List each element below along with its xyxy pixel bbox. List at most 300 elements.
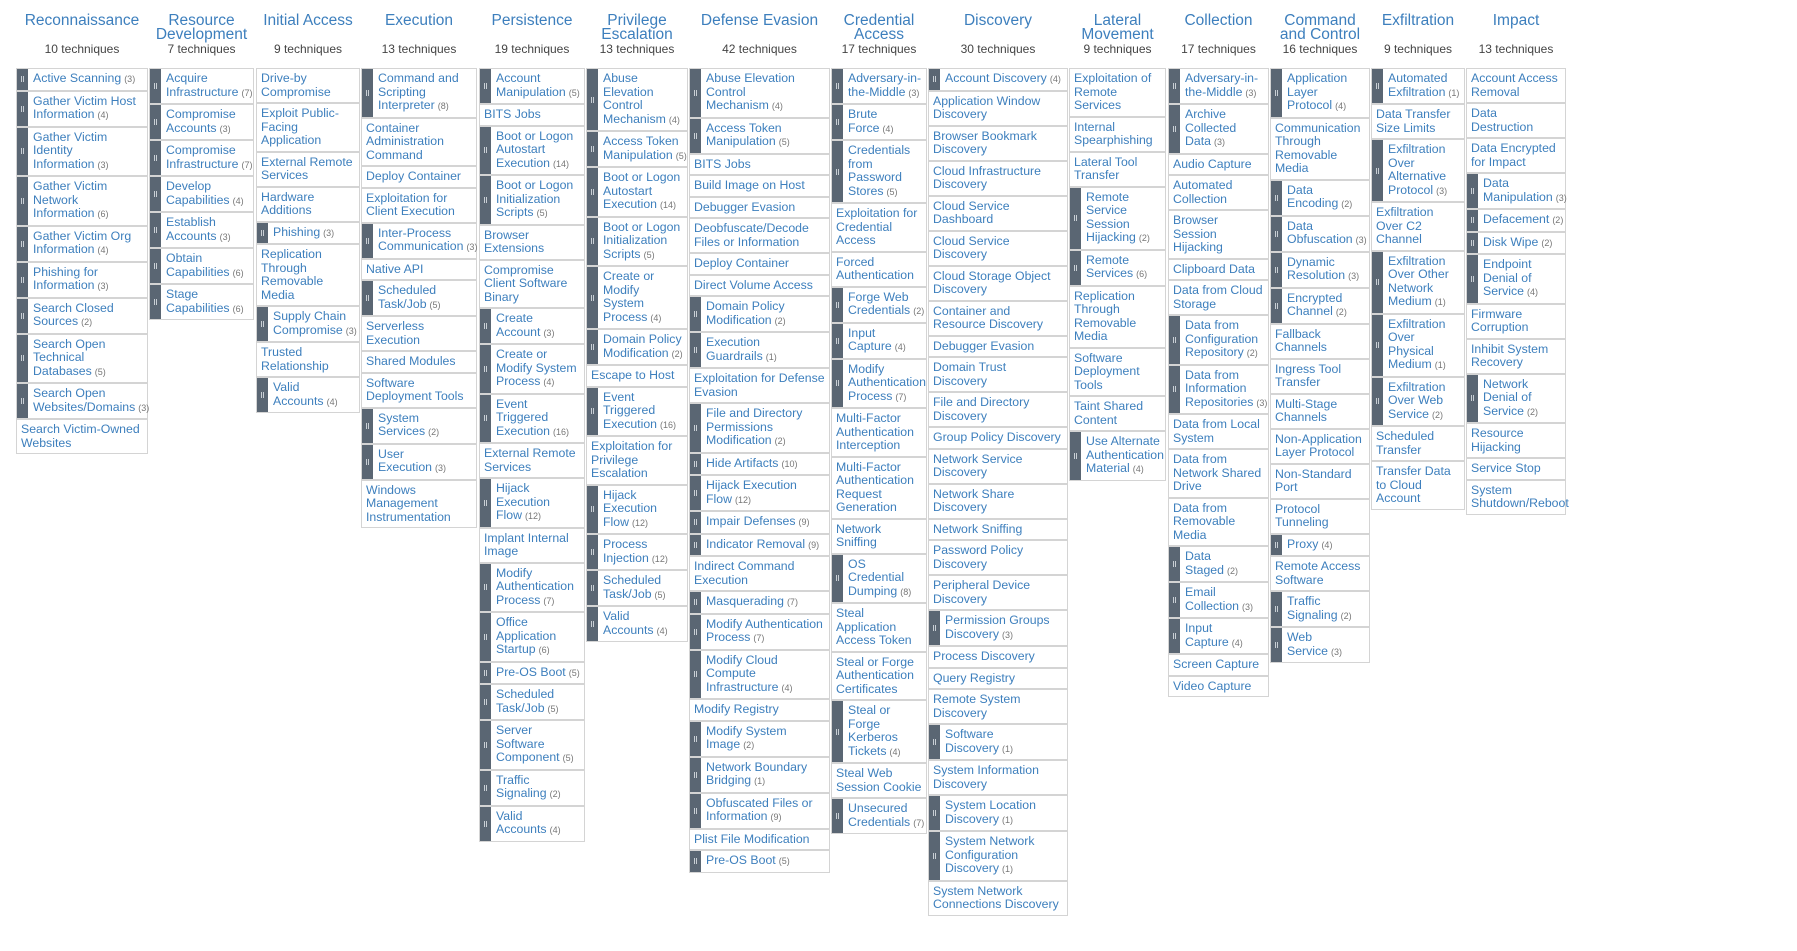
technique-cell[interactable]	[1270, 252, 1370, 288]
expand-handle-icon[interactable]	[1467, 375, 1478, 423]
expand-handle-icon[interactable]	[362, 69, 373, 117]
technique-cell[interactable]	[479, 563, 585, 613]
tactic-header[interactable]	[689, 14, 830, 66]
expand-handle-icon[interactable]	[150, 213, 161, 247]
expand-handle-icon[interactable]	[587, 168, 598, 216]
technique-cell[interactable]	[1069, 152, 1166, 187]
technique-cell[interactable]	[16, 91, 148, 127]
expand-handle-icon[interactable]	[150, 105, 161, 139]
expand-handle-icon[interactable]	[480, 564, 491, 612]
technique-cell[interactable]	[16, 419, 148, 454]
expand-handle-icon[interactable]	[480, 176, 491, 224]
technique-cell[interactable]	[1371, 139, 1465, 202]
expand-handle-icon[interactable]	[150, 285, 161, 319]
technique-cell[interactable]	[1168, 498, 1269, 547]
expand-handle-icon[interactable]	[480, 663, 491, 684]
expand-handle-icon[interactable]	[1372, 252, 1383, 313]
technique-cell[interactable]	[1270, 324, 1370, 359]
technique-cell[interactable]	[1371, 426, 1465, 461]
expand-handle-icon[interactable]	[150, 177, 161, 211]
technique-cell[interactable]	[831, 203, 927, 252]
expand-handle-icon[interactable]	[1372, 140, 1383, 201]
technique-cell[interactable]	[1466, 304, 1566, 339]
technique-cell[interactable]	[256, 377, 360, 413]
technique-cell[interactable]	[1466, 458, 1566, 480]
technique-cell[interactable]	[831, 104, 927, 140]
technique-cell[interactable]	[361, 166, 477, 188]
expand-handle-icon[interactable]	[832, 555, 843, 603]
expand-handle-icon[interactable]	[480, 685, 491, 719]
technique-cell[interactable]	[479, 175, 585, 225]
expand-handle-icon[interactable]	[150, 141, 161, 175]
expand-handle-icon[interactable]	[17, 177, 28, 225]
technique-cell[interactable]	[689, 154, 830, 176]
technique-cell[interactable]	[586, 485, 688, 535]
technique-cell[interactable]	[479, 104, 585, 126]
tactic-name[interactable]: Discovery	[963, 12, 1033, 29]
expand-handle-icon[interactable]	[832, 701, 843, 762]
technique-cell[interactable]	[479, 68, 585, 104]
technique-cell[interactable]	[479, 394, 585, 444]
technique-cell[interactable]	[1168, 365, 1269, 415]
technique-cell[interactable]	[928, 668, 1068, 690]
expand-handle-icon[interactable]	[362, 445, 373, 479]
technique-cell[interactable]	[831, 252, 927, 287]
technique-cell[interactable]	[1270, 68, 1370, 118]
expand-handle-icon[interactable]	[690, 69, 701, 117]
technique-cell[interactable]	[689, 650, 830, 700]
expand-handle-icon[interactable]	[1271, 217, 1282, 251]
expand-handle-icon[interactable]	[929, 725, 940, 759]
technique-cell[interactable]	[1466, 209, 1566, 232]
technique-cell[interactable]	[831, 652, 927, 701]
expand-handle-icon[interactable]	[690, 476, 701, 510]
technique-cell[interactable]	[361, 316, 477, 351]
technique-cell[interactable]	[928, 575, 1068, 610]
technique-cell[interactable]	[1168, 315, 1269, 365]
technique-cell[interactable]	[1466, 254, 1566, 304]
technique-cell[interactable]	[928, 540, 1068, 575]
tactic-header[interactable]	[586, 14, 688, 66]
expand-handle-icon[interactable]	[1271, 181, 1282, 215]
technique-cell[interactable]	[479, 528, 585, 563]
expand-handle-icon[interactable]	[480, 395, 491, 443]
technique-cell[interactable]	[1168, 618, 1269, 654]
technique-cell[interactable]	[1466, 103, 1566, 138]
technique-cell[interactable]	[479, 770, 585, 806]
technique-cell[interactable]	[1270, 118, 1370, 180]
expand-handle-icon[interactable]	[587, 69, 598, 130]
expand-handle-icon[interactable]	[1169, 366, 1180, 414]
technique-cell[interactable]	[586, 570, 688, 606]
technique-cell[interactable]	[1069, 348, 1166, 397]
technique-cell[interactable]	[586, 68, 688, 131]
technique-cell[interactable]	[831, 140, 927, 203]
technique-cell[interactable]	[16, 127, 148, 177]
technique-cell[interactable]	[928, 91, 1068, 126]
expand-handle-icon[interactable]	[1271, 592, 1282, 626]
technique-cell[interactable]	[1069, 187, 1166, 250]
technique-cell[interactable]	[361, 373, 477, 408]
expand-handle-icon[interactable]	[587, 132, 598, 166]
technique-cell[interactable]	[1270, 464, 1370, 499]
tactic-name[interactable]: Privilege Escalation	[601, 12, 673, 43]
technique-cell[interactable]	[149, 248, 254, 284]
expand-handle-icon[interactable]	[832, 141, 843, 202]
technique-cell[interactable]	[361, 351, 477, 373]
technique-cell[interactable]	[149, 104, 254, 140]
technique-cell[interactable]	[1371, 377, 1465, 427]
technique-cell[interactable]	[928, 357, 1068, 392]
technique-cell[interactable]	[928, 231, 1068, 266]
technique-cell[interactable]	[586, 131, 688, 167]
technique-cell[interactable]	[479, 612, 585, 662]
technique-cell[interactable]	[1168, 175, 1269, 210]
technique-cell[interactable]	[831, 408, 927, 457]
technique-cell[interactable]	[928, 610, 1068, 646]
technique-cell[interactable]	[361, 408, 477, 444]
expand-handle-icon[interactable]	[832, 105, 843, 139]
technique-cell[interactable]	[831, 519, 927, 554]
expand-handle-icon[interactable]	[480, 807, 491, 841]
technique-cell[interactable]	[1168, 280, 1269, 315]
technique-cell[interactable]	[831, 798, 927, 834]
expand-handle-icon[interactable]	[362, 224, 373, 258]
technique-cell[interactable]	[1168, 449, 1269, 498]
technique-cell[interactable]	[831, 700, 927, 763]
expand-handle-icon[interactable]	[480, 69, 491, 103]
technique-cell[interactable]	[689, 793, 830, 829]
technique-cell[interactable]	[689, 197, 830, 219]
technique-cell[interactable]	[256, 68, 360, 103]
tactic-header[interactable]	[831, 14, 927, 66]
expand-handle-icon[interactable]	[690, 758, 701, 792]
expand-handle-icon[interactable]	[1169, 69, 1180, 103]
tactic-header[interactable]	[149, 14, 254, 66]
expand-handle-icon[interactable]	[480, 771, 491, 805]
tactic-name[interactable]: Command and Control	[1279, 12, 1361, 43]
expand-handle-icon[interactable]	[1271, 289, 1282, 323]
technique-cell[interactable]	[928, 760, 1068, 795]
technique-cell[interactable]	[16, 262, 148, 298]
technique-cell[interactable]	[689, 275, 830, 297]
expand-handle-icon[interactable]	[587, 607, 598, 641]
technique-cell[interactable]	[1168, 154, 1269, 176]
expand-handle-icon[interactable]	[929, 611, 940, 645]
technique-cell[interactable]	[16, 68, 148, 91]
tactic-name[interactable]: Credential Access	[843, 12, 915, 43]
technique-cell[interactable]	[928, 724, 1068, 760]
technique-cell[interactable]	[361, 223, 477, 259]
technique-cell[interactable]	[1270, 429, 1370, 464]
expand-handle-icon[interactable]	[362, 281, 373, 315]
technique-cell[interactable]	[1371, 68, 1465, 104]
expand-handle-icon[interactable]	[1070, 432, 1081, 480]
expand-handle-icon[interactable]	[1169, 547, 1180, 581]
technique-cell[interactable]	[689, 614, 830, 650]
tactic-header[interactable]	[1168, 14, 1269, 66]
expand-handle-icon[interactable]	[832, 360, 843, 408]
expand-handle-icon[interactable]	[1271, 253, 1282, 287]
technique-cell[interactable]	[689, 591, 830, 614]
technique-cell[interactable]	[256, 222, 360, 245]
technique-cell[interactable]	[1371, 202, 1465, 251]
technique-cell[interactable]	[361, 188, 477, 223]
technique-cell[interactable]	[928, 795, 1068, 831]
technique-cell[interactable]	[1270, 216, 1370, 252]
tactic-header[interactable]	[1466, 14, 1566, 66]
tactic-header[interactable]	[479, 14, 585, 66]
tactic-name[interactable]: Defense Evasion	[700, 12, 819, 29]
expand-handle-icon[interactable]	[17, 335, 28, 383]
technique-cell[interactable]	[1466, 68, 1566, 103]
expand-handle-icon[interactable]	[690, 454, 701, 475]
technique-cell[interactable]	[1466, 232, 1566, 255]
technique-cell[interactable]	[689, 403, 830, 453]
technique-cell[interactable]	[16, 298, 148, 334]
technique-cell[interactable]	[689, 368, 830, 403]
technique-cell[interactable]	[689, 534, 830, 557]
technique-cell[interactable]	[1069, 68, 1166, 117]
technique-cell[interactable]	[689, 475, 830, 511]
tactic-header[interactable]	[1069, 14, 1166, 66]
technique-cell[interactable]	[1270, 627, 1370, 663]
technique-cell[interactable]	[1168, 104, 1269, 154]
technique-cell[interactable]	[16, 176, 148, 226]
technique-cell[interactable]	[689, 511, 830, 534]
tactic-header[interactable]	[16, 14, 148, 66]
technique-cell[interactable]	[1466, 423, 1566, 458]
expand-handle-icon[interactable]	[832, 288, 843, 322]
technique-cell[interactable]	[1069, 250, 1166, 286]
expand-handle-icon[interactable]	[832, 69, 843, 103]
tactic-header[interactable]	[1270, 14, 1370, 66]
technique-cell[interactable]	[16, 226, 148, 262]
technique-cell[interactable]	[1069, 431, 1166, 481]
technique-cell[interactable]	[1168, 676, 1269, 698]
technique-cell[interactable]	[831, 603, 927, 652]
technique-cell[interactable]	[689, 829, 830, 851]
expand-handle-icon[interactable]	[480, 613, 491, 661]
technique-cell[interactable]	[1270, 359, 1370, 394]
expand-handle-icon[interactable]	[1372, 378, 1383, 426]
tactic-header[interactable]	[928, 14, 1068, 66]
technique-cell[interactable]	[689, 332, 830, 368]
technique-cell[interactable]	[1466, 374, 1566, 424]
expand-handle-icon[interactable]	[480, 479, 491, 527]
tactic-name[interactable]: Execution	[384, 12, 454, 29]
technique-cell[interactable]	[586, 387, 688, 437]
expand-handle-icon[interactable]	[257, 307, 268, 341]
expand-handle-icon[interactable]	[690, 404, 701, 452]
expand-handle-icon[interactable]	[17, 299, 28, 333]
technique-cell[interactable]	[256, 187, 360, 222]
technique-cell[interactable]	[1168, 546, 1269, 582]
technique-cell[interactable]	[361, 68, 477, 118]
technique-cell[interactable]	[256, 244, 360, 306]
expand-handle-icon[interactable]	[480, 309, 491, 343]
technique-cell[interactable]	[1270, 534, 1370, 557]
expand-handle-icon[interactable]	[1070, 251, 1081, 285]
technique-cell[interactable]	[361, 118, 477, 167]
expand-handle-icon[interactable]	[929, 832, 940, 880]
technique-cell[interactable]	[928, 161, 1068, 196]
technique-cell[interactable]	[689, 757, 830, 793]
technique-cell[interactable]	[831, 359, 927, 409]
expand-handle-icon[interactable]	[1169, 105, 1180, 153]
expand-handle-icon[interactable]	[690, 119, 701, 153]
technique-cell[interactable]	[149, 176, 254, 212]
expand-handle-icon[interactable]	[17, 263, 28, 297]
technique-cell[interactable]	[256, 342, 360, 377]
technique-cell[interactable]	[586, 606, 688, 642]
technique-cell[interactable]	[1168, 582, 1269, 618]
technique-cell[interactable]	[928, 68, 1068, 91]
expand-handle-icon[interactable]	[480, 345, 491, 393]
technique-cell[interactable]	[361, 480, 477, 529]
expand-handle-icon[interactable]	[1271, 628, 1282, 662]
technique-cell[interactable]	[479, 720, 585, 770]
technique-cell[interactable]	[831, 287, 927, 323]
expand-handle-icon[interactable]	[257, 378, 268, 412]
expand-handle-icon[interactable]	[1467, 210, 1478, 231]
expand-handle-icon[interactable]	[1169, 583, 1180, 617]
tactic-name[interactable]: Resource Development	[155, 12, 248, 43]
tactic-name[interactable]: Impact	[1492, 12, 1540, 29]
expand-handle-icon[interactable]	[690, 592, 701, 613]
technique-cell[interactable]	[586, 266, 688, 329]
tactic-header[interactable]	[256, 14, 360, 66]
expand-handle-icon[interactable]	[1372, 69, 1383, 103]
technique-cell[interactable]	[928, 336, 1068, 358]
technique-cell[interactable]	[1168, 259, 1269, 281]
expand-handle-icon[interactable]	[690, 794, 701, 828]
technique-cell[interactable]	[479, 806, 585, 842]
technique-cell[interactable]	[928, 484, 1068, 519]
technique-cell[interactable]	[256, 306, 360, 342]
expand-handle-icon[interactable]	[1467, 255, 1478, 303]
technique-cell[interactable]	[1270, 499, 1370, 534]
expand-handle-icon[interactable]	[690, 851, 701, 872]
expand-handle-icon[interactable]	[587, 330, 598, 364]
technique-cell[interactable]	[689, 118, 830, 154]
technique-cell[interactable]	[361, 259, 477, 281]
technique-cell[interactable]	[479, 225, 585, 260]
expand-handle-icon[interactable]	[17, 227, 28, 261]
technique-cell[interactable]	[928, 266, 1068, 301]
technique-cell[interactable]	[586, 365, 688, 387]
technique-cell[interactable]	[361, 280, 477, 316]
tactic-name[interactable]: Lateral Movement	[1081, 12, 1154, 43]
technique-cell[interactable]	[689, 699, 830, 721]
technique-cell[interactable]	[928, 881, 1068, 916]
technique-cell[interactable]	[16, 334, 148, 384]
technique-cell[interactable]	[256, 152, 360, 187]
expand-handle-icon[interactable]	[17, 384, 28, 418]
expand-handle-icon[interactable]	[929, 796, 940, 830]
technique-cell[interactable]	[1168, 68, 1269, 104]
expand-handle-icon[interactable]	[17, 92, 28, 126]
expand-handle-icon[interactable]	[832, 799, 843, 833]
technique-cell[interactable]	[1466, 138, 1566, 173]
expand-handle-icon[interactable]	[150, 249, 161, 283]
technique-cell[interactable]	[149, 212, 254, 248]
expand-handle-icon[interactable]	[1169, 316, 1180, 364]
expand-handle-icon[interactable]	[690, 297, 701, 331]
technique-cell[interactable]	[479, 344, 585, 394]
technique-cell[interactable]	[928, 449, 1068, 484]
technique-cell[interactable]	[586, 436, 688, 485]
technique-cell[interactable]	[928, 831, 1068, 881]
expand-handle-icon[interactable]	[587, 571, 598, 605]
expand-handle-icon[interactable]	[150, 69, 161, 103]
technique-cell[interactable]	[689, 556, 830, 591]
technique-cell[interactable]	[1371, 104, 1465, 139]
technique-cell[interactable]	[1270, 180, 1370, 216]
expand-handle-icon[interactable]	[690, 333, 701, 367]
technique-cell[interactable]	[479, 126, 585, 176]
expand-handle-icon[interactable]	[1271, 69, 1282, 117]
technique-cell[interactable]	[479, 662, 585, 685]
technique-cell[interactable]	[16, 383, 148, 419]
technique-cell[interactable]	[831, 457, 927, 519]
expand-handle-icon[interactable]	[587, 218, 598, 266]
expand-handle-icon[interactable]	[587, 486, 598, 534]
technique-cell[interactable]	[1466, 173, 1566, 209]
expand-handle-icon[interactable]	[832, 324, 843, 358]
technique-cell[interactable]	[479, 308, 585, 344]
technique-cell[interactable]	[689, 296, 830, 332]
technique-cell[interactable]	[361, 444, 477, 480]
expand-handle-icon[interactable]	[1271, 535, 1282, 556]
expand-handle-icon[interactable]	[362, 409, 373, 443]
expand-handle-icon[interactable]	[480, 127, 491, 175]
tactic-name[interactable]: Reconnaissance	[24, 12, 140, 29]
expand-handle-icon[interactable]	[690, 535, 701, 556]
expand-handle-icon[interactable]	[1467, 174, 1478, 208]
expand-handle-icon[interactable]	[690, 512, 701, 533]
technique-cell[interactable]	[586, 217, 688, 267]
technique-cell[interactable]	[256, 103, 360, 152]
technique-cell[interactable]	[479, 684, 585, 720]
expand-handle-icon[interactable]	[17, 69, 28, 90]
technique-cell[interactable]	[1466, 480, 1569, 515]
technique-cell[interactable]	[831, 323, 927, 359]
technique-cell[interactable]	[1270, 288, 1370, 324]
tactic-name[interactable]: Collection	[1184, 12, 1253, 29]
technique-cell[interactable]	[1168, 654, 1269, 676]
technique-cell[interactable]	[1270, 591, 1370, 627]
expand-handle-icon[interactable]	[690, 722, 701, 756]
technique-cell[interactable]	[928, 689, 1068, 724]
expand-handle-icon[interactable]	[587, 535, 598, 569]
technique-cell[interactable]	[928, 301, 1068, 336]
technique-cell[interactable]	[831, 763, 927, 798]
technique-cell[interactable]	[689, 68, 830, 118]
technique-cell[interactable]	[689, 218, 830, 253]
tactic-name[interactable]: Initial Access	[263, 12, 353, 29]
technique-cell[interactable]	[689, 721, 830, 757]
technique-cell[interactable]	[1069, 396, 1166, 431]
technique-cell[interactable]	[1371, 461, 1465, 510]
technique-cell[interactable]	[689, 850, 830, 873]
technique-cell[interactable]	[928, 646, 1068, 668]
technique-cell[interactable]	[479, 260, 585, 309]
expand-handle-icon[interactable]	[1070, 188, 1081, 249]
technique-cell[interactable]	[831, 554, 927, 604]
technique-cell[interactable]	[928, 392, 1068, 427]
expand-handle-icon[interactable]	[1372, 315, 1383, 376]
